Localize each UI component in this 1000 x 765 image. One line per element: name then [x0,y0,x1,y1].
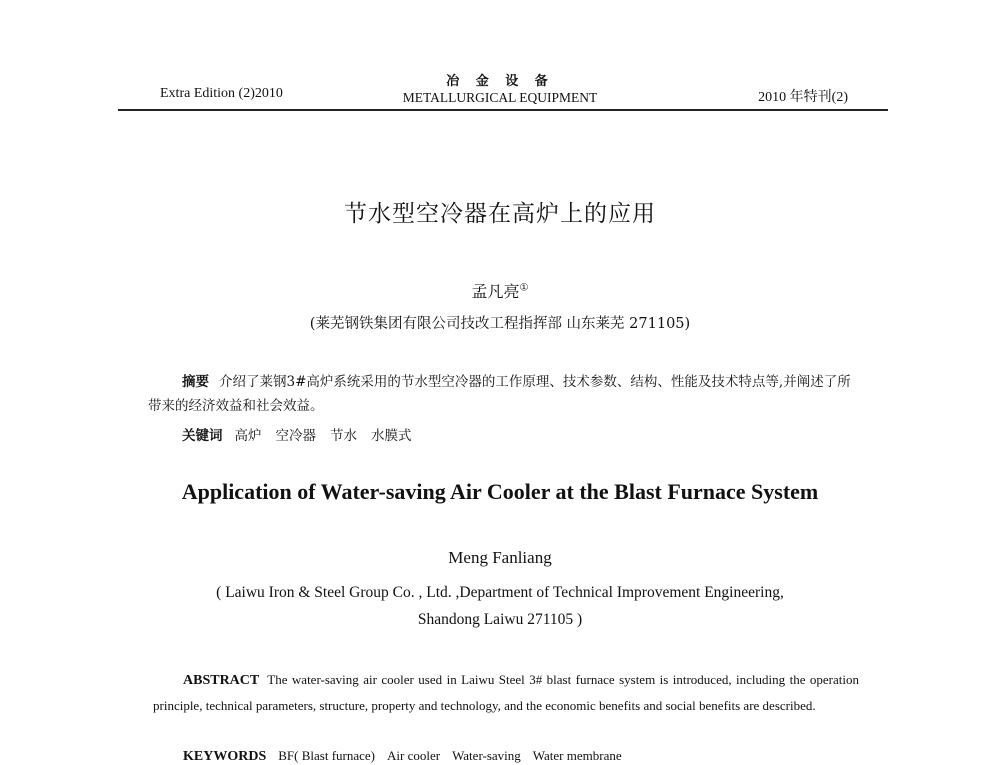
affiliation-cn: (莱芜钢铁集团有限公司技改工程指挥部 山东莱芜 271105) [309,316,691,332]
abstract-text-en: The water-saving air cooler used in Laiwu Steel 3# blast furnace system is introduced, including the operation principle, technical parameters, structure, property and technology, and the economic benefits and social benefits are described. [153,672,859,713]
abstract-cn [148,370,860,418]
header-journal [0,70,1000,106]
paper-title-en: Application of Water-saving Air Cooler at the Blast Furnace System [181,479,819,504]
affiliation-en-line: Shandong Laiwu 271105 ) [417,611,583,628]
keyword-en: Air cooler [387,748,441,763]
affiliation-en-line: ( Laiwu Iron & Steel Group Co. , Ltd. ,Department of Technical Improvement Engineering, [216,584,784,601]
header-edition: Extra Edition (2)2010 [160,86,283,101]
keyword-en: BF( Blast furnace) [278,748,375,763]
keywords-label-en: KEYWORDS [183,749,267,764]
header-rule [118,109,888,111]
keyword-cn: 高炉 [234,428,262,444]
keyword-en: Water membrane [532,748,622,763]
author-cn [0,279,1000,302]
header-issue: 2010 年特刊(2) [758,90,848,105]
abstract-label-cn: 摘要 [182,374,209,390]
abstract-label-en: ABSTRACT [183,673,260,688]
author-name-cn: 孟凡亮 [471,282,520,301]
paper-title-cn: 节水型空冷器在高炉上的应用 [344,201,656,227]
journal-name-cn: 冶 金 设 备 [446,74,554,89]
keyword-cn: 水膜式 [371,428,412,444]
keyword-cn: 节水 [330,428,357,444]
keywords-cn [182,424,426,444]
keyword-cn: 空冷器 [275,428,316,444]
abstract-text-cn: 介绍了莱钢3#高炉系统采用的节水型空冷器的工作原理、技术参数、结构、性能及技术特点等,并阐述了所带来的经济效益和社会效益。 [148,374,851,414]
journal-name-en: METALLURGICAL EQUIPMENT [402,90,598,105]
keywords-label-cn: 关键词 [182,428,223,444]
affiliation-en [0,579,1000,633]
keyword-en: Water-saving [452,748,521,763]
abstract-en [153,667,859,718]
keywords-en [183,748,634,765]
author-en: Meng Fanliang [448,548,552,567]
author-footnote-mark: ① [519,282,529,294]
